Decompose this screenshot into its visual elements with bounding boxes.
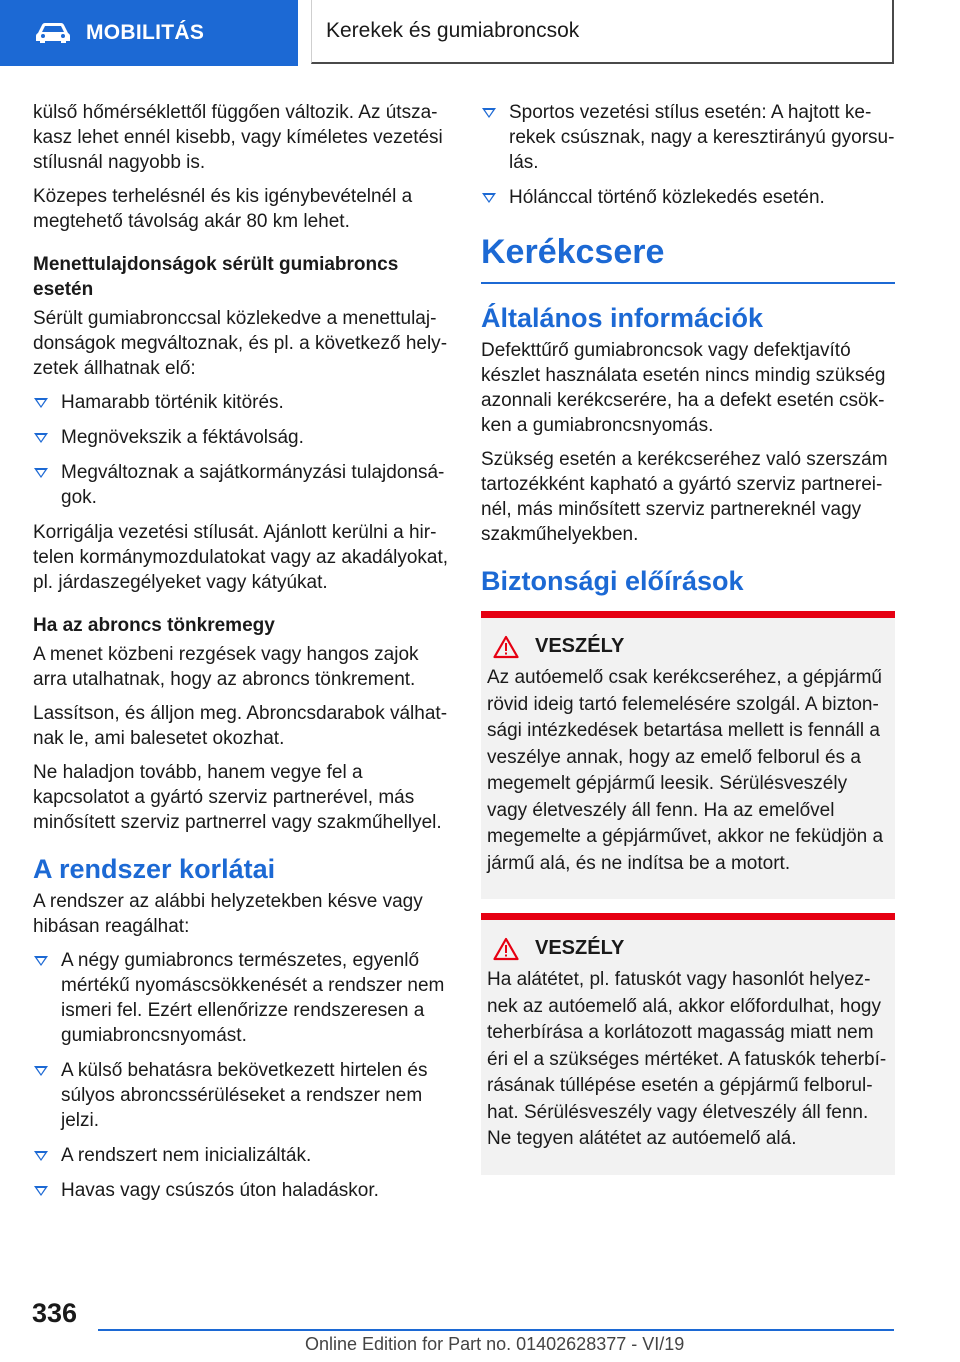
footer-edition: Online Edition for Part no. 01402628377 - VI/19	[305, 1334, 685, 1354]
triangle-bullet-icon	[482, 108, 496, 118]
paragraph: A menet közbeni rezgések vagy hangos zajok arra utalhatnak, hogy az abroncs tönkrement.	[33, 644, 419, 690]
triangle-bullet-icon	[34, 433, 48, 443]
list-item: A külső behatásra bekövetkezett hirtelen és súlyos abroncssérüléseket a rendszer nem jelzi.	[33, 1058, 449, 1133]
danger-text: Az autóemelő csak kerékcseréhez, a gépjármű rövid ideig tartó felemelésére szolgál. A biztonsági intézkedések betartása mellett is fennáll a veszélye annak, hogy az emelő felborul és a megemelt gépjármű leesik. Sérülésveszély vagy életveszély áll fenn. Ha az emelővel megemelte a gépjárművet, akkor ne feküdjön a jármű alá, és ne indítsa be a motort.	[487, 667, 884, 874]
danger-text: Ha alátétet, pl. fatuskót vagy hasonlót helyeznek az autóemelő alá, akkor előfordulhat, hogy teherbírása a korlátozott magasság miatt nem éri el a szükséges mértéket. A fatuskók teherbírásának túllépése esetén a gépjármű felborulhat. Sérülésveszély vagy életveszély áll fenn. Ne tegyen alátétet az autóemelő alá.	[487, 969, 887, 1149]
danger-title: VESZÉLY	[535, 937, 625, 959]
list-item: Sportos vezetési stílus esetén: A hajtott kerekek csúsznak, nagy a keresztirányú gyorsulás.	[481, 100, 895, 175]
list-item: Megnövekszik a féktávolság.	[33, 425, 449, 450]
section-tab[interactable]	[0, 0, 298, 66]
triangle-bullet-icon	[34, 1186, 48, 1196]
paragraph: Szükség esetén a kerékcseréhez való szerszám tartozékként kapható a gyártó szerviz partnereinél, más minősített szerviz partnereknél vagy szakműhelyekben.	[481, 449, 888, 545]
page-number: 336	[32, 1298, 78, 1328]
list-item: Megváltoznak a sajátkormányzási tulajdonságok.	[33, 460, 449, 510]
page-header	[0, 0, 960, 66]
section-heading: A rendszer korlátai	[33, 854, 276, 884]
danger-header	[487, 936, 889, 961]
car-icon	[34, 21, 72, 45]
list-item: A rendszert nem inicializálták.	[33, 1143, 449, 1168]
list-item: Hólánccal történő közlekedés esetén.	[481, 185, 895, 210]
triangle-bullet-icon	[34, 398, 48, 408]
footer-divider	[98, 1329, 894, 1331]
list-item: Hamarabb történik kitörés.	[33, 390, 449, 415]
paragraph: Közepes terhelésnél és kis igénybevételnél a megtehető távolság akár 80 km lehet.	[33, 186, 413, 232]
triangle-bullet-icon	[34, 956, 48, 966]
subheading: Ha az abroncs tönkremegy	[33, 615, 275, 636]
chapter-heading: Kerékcsere	[481, 232, 895, 284]
bullet-list	[33, 390, 449, 510]
danger-title: VESZÉLY	[535, 635, 625, 657]
triangle-bullet-icon	[34, 1151, 48, 1161]
section-heading: Biztonsági előírások	[481, 566, 744, 596]
triangle-bullet-icon	[482, 193, 496, 203]
right-column	[481, 100, 895, 1175]
paragraph: Ne haladjon tovább, hanem vegye fel a kapcsolatot a gyártó szerviz partnerével, más minősített szerviz partnerrel vagy szakműhellyel.	[33, 762, 442, 833]
paragraph: külső hőmérséklettől függően változik. Az útszakasz lehet ennél kisebb, vagy kíméletes vezetési stílusnál nagyobb is.	[33, 102, 443, 173]
danger-box	[481, 913, 895, 1175]
paragraph: Korrigálja vezetési stílusát. Ajánlott kerülni a hirtelen kormánymozdulatokat vagy az akadályokat, pl. járdaszegélyeket vagy kátyúkat.	[33, 522, 449, 593]
paragraph: Defekttűrő gumiabroncsok vagy defektjavító készlet használata esetén nincs mindig szükség azonnali kerékcserére, ha a defekt esetén csökken a gumiabroncsnyomás.	[481, 340, 886, 436]
list-item: Havas vagy csúszós úton haladáskor.	[33, 1178, 449, 1203]
danger-box	[481, 611, 895, 899]
bullet-list	[33, 948, 449, 1203]
bullet-list	[481, 100, 895, 210]
section-heading: Általános információk	[481, 303, 764, 333]
left-column	[33, 100, 449, 1213]
paragraph: Sérült gumiabronccsal közlekedve a menettulajdonságok megváltoznak, és pl. a következő helyzetek állhatnak elő:	[33, 308, 448, 379]
warning-triangle-icon	[493, 937, 519, 961]
list-item: A négy gumiabroncs természetes, egyenlő mértékű nyomáscsökkenését a rendszer nem ismeri fel. Ezért ellenőrizze rendszeresen a gumiabroncsnyomást.	[33, 948, 449, 1048]
paragraph: A rendszer az alábbi helyzetekben késve vagy hibásan reagálhat:	[33, 891, 423, 937]
danger-header	[487, 634, 889, 659]
triangle-bullet-icon	[34, 468, 48, 478]
subheading: Menettulajdonságok sérült gumiabroncs esetén	[33, 254, 399, 300]
triangle-bullet-icon	[34, 1066, 48, 1076]
warning-triangle-icon	[493, 635, 519, 659]
paragraph: Lassítson, és álljon meg. Abroncsdarabok válhatnak le, ami balesetet okozhat.	[33, 703, 448, 749]
chapter-title: Kerekek és gumiabroncsok	[311, 0, 894, 64]
section-title: MOBILITÁS	[86, 21, 205, 44]
